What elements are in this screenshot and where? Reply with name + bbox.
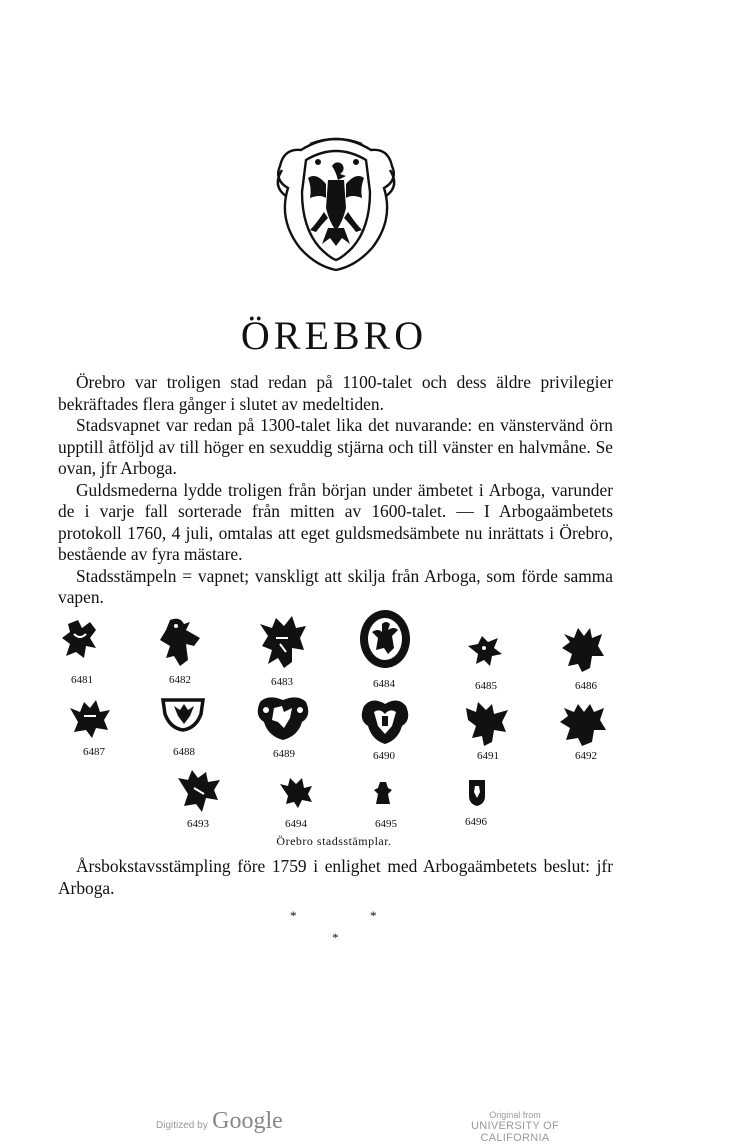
stamp-number: 6482 xyxy=(169,674,191,686)
original-from-label: Original from xyxy=(489,1110,541,1120)
paragraph-year-letter: Årsbokstavsstämpling före 1759 i enlighet med Arbogaämbetets beslut: jfr Arboga. xyxy=(58,856,613,898)
digitized-label: Digitized by xyxy=(156,1120,208,1131)
stamp-number: 6490 xyxy=(373,750,395,762)
stamp-number: 6488 xyxy=(173,746,195,758)
stamp-6481-icon xyxy=(60,618,102,662)
stamp-6493-icon xyxy=(176,768,222,814)
stamp-number: 6491 xyxy=(477,750,499,762)
stamp-number: 6487 xyxy=(83,746,105,758)
stamp-number: 6486 xyxy=(575,680,597,692)
orebro-coat-of-arms-icon xyxy=(266,132,406,272)
paragraph-city-stamp: Stadsstämpeln = vapnet; vanskligt att skilja från Arboga, som förde samma vapen. xyxy=(58,565,613,607)
ornament-asterisk: * xyxy=(332,930,339,945)
digitized-by-google xyxy=(156,1108,283,1135)
stamp-6494-icon xyxy=(278,776,314,810)
stamp-6496-icon xyxy=(466,778,488,808)
stamp-6485-icon xyxy=(464,632,504,668)
stamp-6484-icon xyxy=(358,608,412,670)
stamp-6483-icon xyxy=(258,614,308,668)
stamp-number: 6495 xyxy=(375,818,397,830)
stamp-6489-icon xyxy=(254,692,312,742)
stamp-number: 6493 xyxy=(187,818,209,830)
stamp-number: 6492 xyxy=(575,750,597,762)
page-title: ÖREBRO xyxy=(240,313,428,358)
stamp-number: 6485 xyxy=(475,680,497,692)
stamp-6490-icon xyxy=(358,694,412,746)
stamp-number: 6496 xyxy=(465,816,487,828)
stamp-6495-icon xyxy=(372,780,394,806)
stamp-number: 6481 xyxy=(71,674,93,686)
closing-text xyxy=(58,856,613,899)
paragraph-history: Örebro var troligen stad redan på 1100-talet och dess äldre privilegier bekräftades flera gånger i slutet av medeltiden. xyxy=(58,372,613,414)
stamp-number: 6484 xyxy=(373,678,395,690)
stamp-6491-icon xyxy=(464,700,510,746)
stamp-number: 6483 xyxy=(271,676,293,688)
stamp-6488-icon xyxy=(160,696,206,732)
stamp-6486-icon xyxy=(560,626,606,674)
institution-name: UNIVERSITY OF CALIFORNIA xyxy=(470,1120,560,1144)
stamp-number: 6489 xyxy=(273,748,295,760)
figure-caption: Örebro stadsstämplar. xyxy=(276,834,392,848)
stamp-6492-icon xyxy=(560,702,606,748)
stamp-6482-icon xyxy=(156,616,204,668)
stamp-number: 6494 xyxy=(285,818,307,830)
paragraph-goldsmiths: Guldsmederna lydde troligen från början under ämbetet i Arboga, varunder de i varje fall sorterade från mitten av 1600-talet. — I Arbogaämbetets protokoll 1760, 4 juli, omtalas att eget guldsmedsämbete nu inrättats i Örebro, bestående av fyra mästare. xyxy=(58,479,613,564)
ornament-asterisk: * xyxy=(290,908,297,923)
paragraph-coat-of-arms: Stadsvapnet var redan på 1300-talet lika det nuvarande: en vänstervänd örn upptill åtföljd av till höger en sexuddig stjärna och till vänster en halvmåne. Se ovan, jfr Arboga. xyxy=(58,415,613,478)
body-text xyxy=(58,372,613,609)
original-source xyxy=(440,1110,590,1144)
ornament-asterisk: * xyxy=(370,908,377,923)
google-logo: Google xyxy=(212,1108,283,1134)
stamp-6487-icon xyxy=(68,698,112,740)
